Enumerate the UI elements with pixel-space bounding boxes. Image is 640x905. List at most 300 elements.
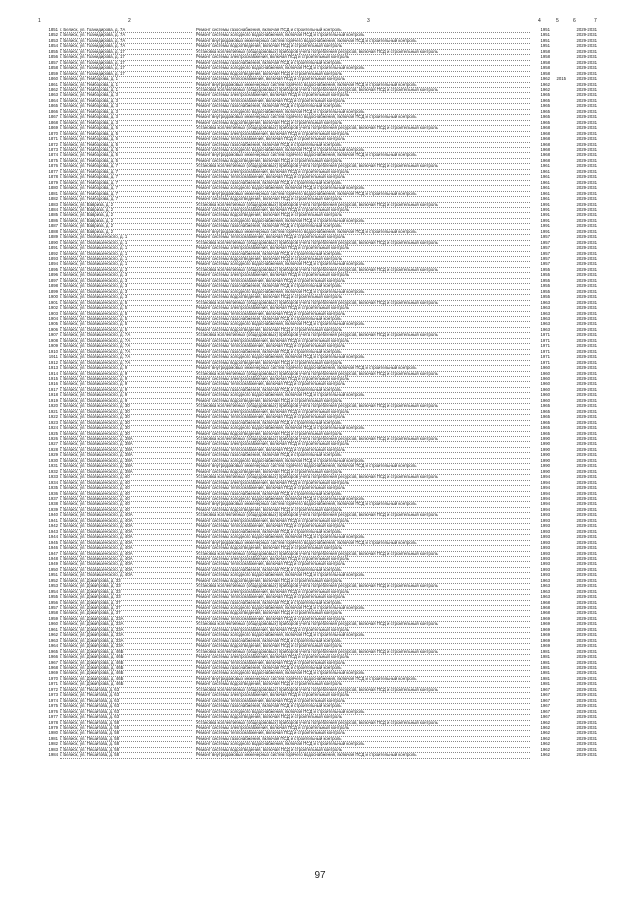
row-work-type: Ремонт системы теплоснабжения, включая ПСД и строительный контроль xyxy=(196,414,530,420)
row-work-type: Ремонт системы теплоснабжения, включая ПСД и строительный контроль xyxy=(196,447,530,453)
row-planned-period: 2029-2031 xyxy=(576,425,597,431)
row-build-year: 1957 xyxy=(540,245,550,251)
row-planned-period: 2029-2031 xyxy=(576,81,597,87)
row-build-year: 1968 xyxy=(540,157,550,163)
row-build-year: 1991 xyxy=(540,206,550,212)
row-work-type: Ремонт системы электроснабжения, включая ПСД и строительный контроль xyxy=(196,409,530,415)
row-address: г. Белиск, ул. Оковишенского, д. 7А xyxy=(60,349,192,355)
row-number: 1945 xyxy=(48,539,58,545)
column-number-3: 3 xyxy=(367,18,370,24)
row-work-type: Установка коллективных (общедомовых) приборов учета потребления ресурсов, включая ПСД и строительный контроль xyxy=(196,125,530,131)
row-number: 1853 xyxy=(48,37,58,43)
row-number: 1960 xyxy=(48,621,58,627)
row-work-type: Ремонт системы водоотведения, включая ПСД и строительный контроль xyxy=(196,158,530,164)
row-number: 1982 xyxy=(48,741,58,747)
row-address: г. Белиск, ул. Гемборова, д. 5 xyxy=(60,158,192,164)
row-work-type: Ремонт системы холодного водоснабжения, включая ПСД и строительный контроль xyxy=(196,534,530,540)
row-address: г. Белиск, ул. Гемборова, д. 7 xyxy=(60,180,192,186)
row-number: 1886 xyxy=(48,217,58,223)
row-work-type: Ремонт системы водоотведения, включая ПСД и строительный контроль xyxy=(196,71,530,77)
row-address: г. Белиск, ул. Оковишенского, д. 1 xyxy=(60,251,192,257)
row-planned-period: 2029-2031 xyxy=(576,277,597,283)
row-build-year: 1961 xyxy=(540,163,550,169)
row-address: г. Белиск, ул. Вавриза, д. 2 xyxy=(60,229,192,235)
row-number: 1860 xyxy=(48,76,58,82)
row-build-year: 1993 xyxy=(540,545,550,551)
row-planned-period: 2029-2031 xyxy=(576,103,597,109)
row-number: 1909 xyxy=(48,343,58,349)
row-work-type: Ремонт системы газоснабжения, включая ПСД и строительный контроль xyxy=(196,27,530,33)
row-address: г. Белиск, ул. Оковишенского, д. 7А xyxy=(60,338,192,344)
row-number: 1962 xyxy=(48,632,58,638)
row-address: г. Белиск, ул. Дзмитрова, д. 46Б xyxy=(60,649,192,655)
row-number: 1921 xyxy=(48,408,58,414)
row-work-type: Ремонт системы газоснабжения, включая ПСД и строительный контроль xyxy=(196,736,530,742)
row-address: г. Белиск, ул. Дзмитрова, д. 33 xyxy=(60,589,192,595)
row-build-year: 1967 xyxy=(540,703,550,709)
row-number: 1976 xyxy=(48,708,58,714)
row-build-year: 1962 xyxy=(540,86,550,92)
row-work-type: Ремонт системы электроснабжения, включая ПСД и строительный контроль xyxy=(196,725,530,731)
row-address: г. Белиск, ул. Пешитова, д. 63 xyxy=(60,687,192,693)
row-planned-period: 2029-2031 xyxy=(576,288,597,294)
row-work-type: Ремонт системы холодного водоснабжения, включая ПСД и строительный контроль xyxy=(196,261,530,267)
row-address: г. Белиск, ул. Гоанидирова, д. 17 xyxy=(60,71,192,77)
row-build-year: 1962 xyxy=(540,76,550,82)
row-number: 1939 xyxy=(48,506,58,512)
row-number: 1868 xyxy=(48,119,58,125)
row-build-year: 1969 xyxy=(540,615,550,621)
row-number: 1900 xyxy=(48,294,58,300)
row-build-year: 1958 xyxy=(540,59,550,65)
row-build-year: 1969 xyxy=(540,626,550,632)
row-number: 1957 xyxy=(48,605,58,611)
row-work-type: Установка коллективных (общедомовых) приборов учета потребления ресурсов, включая ПСД и строительный контроль xyxy=(196,720,530,726)
row-work-type: Ремонт системы холодного водоснабжения, включая ПСД и строительный контроль xyxy=(196,32,530,38)
row-build-year: 1994 xyxy=(540,479,550,485)
row-planned-period: 2029-2031 xyxy=(576,114,597,120)
row-work-type: Ремонт системы газоснабжения, включая ПСД и строительный контроль xyxy=(196,103,530,109)
row-number: 1863 xyxy=(48,92,58,98)
row-build-year: 1963 xyxy=(540,326,550,332)
row-work-type: Ремонт внутридомовых инженерных систем горячего водоснабжения, включая ПСД и строительный контроль xyxy=(196,676,530,682)
row-work-type: Ремонт системы электроснабжения, включая ПСД и строительный контроль xyxy=(196,518,530,524)
row-address: г. Белиск, ул. Гемборова, д. 1 xyxy=(60,82,192,88)
row-number: 1878 xyxy=(48,174,58,180)
row-number: 1901 xyxy=(48,299,58,305)
row-address: г. Белиск, ул. Гемборова, д. 3 xyxy=(60,103,192,109)
row-address: г. Белиск, ул. Пешитова, д. 63 xyxy=(60,709,192,715)
row-build-year: 1955 xyxy=(540,288,550,294)
row-number: 1876 xyxy=(48,163,58,169)
row-planned-period: 2029-2031 xyxy=(576,179,597,185)
row-planned-period: 2029-2031 xyxy=(576,32,597,38)
row-work-type: Ремонт системы электроснабжения, включая ПСД и строительный контроль xyxy=(196,627,530,633)
row-address: г. Белиск, ул. Гемборова, д. 7 xyxy=(60,169,192,175)
column-number-6: 6 xyxy=(573,18,576,24)
row-build-year: 1969 xyxy=(540,621,550,627)
row-build-year: 1951 xyxy=(540,43,550,49)
row-address: г. Белиск, ул. Оковишенского, д. 38А xyxy=(60,436,192,442)
row-number: 1907 xyxy=(48,332,58,338)
row-planned-period: 2029-2031 xyxy=(576,97,597,103)
row-address: г. Белиск, ул. Оковишенского, д. 3 xyxy=(60,289,192,295)
row-work-type: Ремонт системы газоснабжения, включая ПСД и строительный контроль xyxy=(196,60,530,66)
row-address: г. Белиск, ул. Пешитова, д. 63 xyxy=(60,703,192,709)
row-planned-period: 2029-2031 xyxy=(576,294,597,300)
row-number: 1916 xyxy=(48,381,58,387)
row-address: г. Белиск, ул. Пешитова, д. 58 xyxy=(60,736,192,742)
row-address: г. Белиск, ул. Гемборова, д. 5 xyxy=(60,125,192,131)
row-build-year: 1965 xyxy=(540,403,550,409)
row-number: 1866 xyxy=(48,108,58,114)
row-planned-period: 2029-2031 xyxy=(576,305,597,311)
row-address: г. Белиск, ул. Оковишенского, д. 9 xyxy=(60,398,192,404)
row-work-type: Ремонт системы электроснабжения, включая ПСД и строительный контроль xyxy=(196,207,530,213)
row-address: г. Белиск, ул. Оковишенского, д. 38А xyxy=(60,458,192,464)
row-work-type: Ремонт системы холодного водоснабжения, включая ПСД и строительный контроль xyxy=(196,605,530,611)
row-build-year: 1955 xyxy=(540,266,550,272)
row-work-type: Установка коллективных (общедомовых) приборов учета потребления ресурсов, включая ПСД и строительный контроль xyxy=(196,87,530,93)
row-planned-period: 2029-2031 xyxy=(576,675,597,681)
row-planned-period: 2029-2031 xyxy=(576,408,597,414)
row-work-type: Ремонт системы холодного водоснабжения, включая ПСД и строительный контроль xyxy=(196,632,530,638)
row-work-type: Ремонт системы водоотведения, включая ПСД и строительный контроль xyxy=(196,360,530,366)
row-planned-period: 2029-2031 xyxy=(576,343,597,349)
row-address: г. Белиск, ул. Оковишенского, д. 1 xyxy=(60,245,192,251)
row-number: 1944 xyxy=(48,534,58,540)
row-work-type: Установка коллективных (общедомовых) приборов учета потребления ресурсов, включая ПСД и строительный контроль xyxy=(196,267,530,273)
row-address: г. Белиск, ул. Пешитова, д. 63 xyxy=(60,698,192,704)
row-build-year: 1965 xyxy=(540,425,550,431)
row-address: г. Белиск, ул. Оковишенского, д. 38А xyxy=(60,469,192,475)
row-number: 1891 xyxy=(48,245,58,251)
row-planned-period: 2029-2031 xyxy=(576,572,597,578)
row-planned-period: 2029-2031 xyxy=(576,392,597,398)
column-number-1: 1 xyxy=(38,18,41,24)
row-work-type: Ремонт системы электроснабжения, включая ПСД и строительный контроль xyxy=(196,556,530,562)
row-build-year: 1993 xyxy=(540,550,550,556)
row-work-type: Ремонт системы холодного водоснабжения, включая ПСД и строительный контроль xyxy=(196,392,530,398)
row-address: г. Белиск, ул. Оковишенского, д. 9 xyxy=(60,371,192,377)
row-work-type: Установка коллективных (общедомовых) приборов учета потребления ресурсов, включая ПСД и строительный контроль xyxy=(196,240,530,246)
row-build-year: 1965 xyxy=(540,430,550,436)
row-build-year: 1981 xyxy=(540,665,550,671)
row-planned-period: 2029-2031 xyxy=(576,310,597,316)
row-build-year: 1981 xyxy=(540,670,550,676)
row-build-year: 1971 xyxy=(540,359,550,365)
row-address: г. Белиск, ул. Оковишенского, д. 3 xyxy=(60,272,192,278)
row-planned-period: 2029-2031 xyxy=(576,125,597,131)
row-work-type: Ремонт системы теплоснабжения, включая ПСД и строительный контроль xyxy=(196,234,530,240)
row-number: 1890 xyxy=(48,239,58,245)
row-work-type: Ремонт системы газоснабжения, включая ПСД и строительный контроль xyxy=(196,223,530,229)
row-work-type: Ремонт системы водоотведения, включая ПСД и строительный контроль xyxy=(196,545,530,551)
row-build-year: 1962 xyxy=(540,741,550,747)
row-work-type: Установка коллективных (общедомовых) приборов учета потребления ресурсов, включая ПСД и строительный контроль xyxy=(196,49,530,55)
row-planned-period: 2029-2031 xyxy=(576,441,597,447)
row-number: 1885 xyxy=(48,212,58,218)
row-number: 1858 xyxy=(48,65,58,71)
row-number: 1967 xyxy=(48,659,58,665)
row-work-type: Ремонт системы теплоснабжения, включая ПСД и строительный контроль xyxy=(196,561,530,567)
row-planned-period: 2029-2031 xyxy=(576,65,597,71)
row-address: г. Белиск, ул. Гоанидирова, д. 17 xyxy=(60,49,192,55)
row-build-year: 1960 xyxy=(540,397,550,403)
row-planned-period: 2029-2031 xyxy=(576,648,597,654)
row-work-type: Ремонт системы электроснабжения, включая ПСД и строительный контроль xyxy=(196,305,530,311)
row-address: г. Белиск, ул. Оковишенского, д. 40А xyxy=(60,545,192,551)
row-number: 1961 xyxy=(48,626,58,632)
row-work-type: Ремонт системы электроснабжения, включая ПСД и строительный контроль xyxy=(196,480,530,486)
row-build-year: 1968 xyxy=(540,130,550,136)
row-work-type: Ремонт внутридомовых инженерных систем горячего водоснабжения, включая ПСД и строительный контроль xyxy=(196,540,530,546)
row-build-year: 1968 xyxy=(540,141,550,147)
row-build-year: 1962 xyxy=(540,719,550,725)
row-number: 1955 xyxy=(48,594,58,600)
row-address: г. Белиск, ул. Гемборова, д. 7 xyxy=(60,174,192,180)
row-planned-period: 2029-2031 xyxy=(576,174,597,180)
row-build-year: 1958 xyxy=(540,65,550,71)
column-number-2: 2 xyxy=(128,18,131,24)
row-work-type: Ремонт системы теплоснабжения, включая ПСД и строительный контроль xyxy=(196,381,530,387)
row-work-type: Ремонт системы холодного водоснабжения, включая ПСД и строительный контроль xyxy=(196,670,530,676)
row-build-year: 1958 xyxy=(540,48,550,54)
row-planned-period: 2029-2031 xyxy=(576,381,597,387)
row-work-type: Ремонт системы водоотведения, включая ПСД и строительный контроль xyxy=(196,120,530,126)
row-work-type: Установка коллективных (общедомовых) приборов учета потребления ресурсов, включая ПСД и строительный контроль xyxy=(196,474,530,480)
row-number: 1879 xyxy=(48,179,58,185)
row-planned-period: 2029-2031 xyxy=(576,283,597,289)
row-address: г. Белиск, ул. Дзмитрова, д. 33 xyxy=(60,583,192,589)
row-number: 1946 xyxy=(48,545,58,551)
row-address: г. Белиск, ул. Пешитова, д. 58 xyxy=(60,741,192,747)
row-planned-period: 2029-2031 xyxy=(576,517,597,523)
row-build-year: 1969 xyxy=(540,632,550,638)
row-planned-period: 2029-2031 xyxy=(576,365,597,371)
row-number: 1958 xyxy=(48,610,58,616)
row-number: 1929 xyxy=(48,452,58,458)
row-build-year: 1994 xyxy=(540,501,550,507)
row-address: г. Белиск, ул. Пешитова, д. 63 xyxy=(60,692,192,698)
row-planned-period: 2029-2031 xyxy=(576,566,597,572)
row-number: 1981 xyxy=(48,735,58,741)
row-build-year: 1957 xyxy=(540,239,550,245)
row-address: г. Белиск, ул. Оковишенского, д. 7А xyxy=(60,343,192,349)
row-address: г. Белиск, ул. Оковишенского, д. 7А xyxy=(60,360,192,366)
row-build-year: 1994 xyxy=(540,485,550,491)
repair-program-table xyxy=(0,27,640,758)
row-work-type: Ремонт системы электроснабжения, включая ПСД и строительный контроль xyxy=(196,589,530,595)
row-planned-period: 2029-2031 xyxy=(576,190,597,196)
row-planned-period: 2029-2031 xyxy=(576,506,597,512)
row-work-type: Ремонт внутридомовых инженерных систем горячего водоснабжения, включая ПСД и строительный контроль xyxy=(196,82,530,88)
row-build-year: 1961 xyxy=(540,190,550,196)
row-number: 1950 xyxy=(48,566,58,572)
row-address: г. Белиск, ул. Гемборова, д. 7 xyxy=(60,163,192,169)
row-work-type: Ремонт системы газоснабжения, включая ПСД и строительный контроль xyxy=(196,180,530,186)
row-address: г. Белиск, ул. Дзмитрова, д. 33 xyxy=(60,578,192,584)
row-number: 1936 xyxy=(48,490,58,496)
row-build-year: 1958 xyxy=(540,54,550,60)
row-build-year: 1963 xyxy=(540,594,550,600)
row-build-year: 1971 xyxy=(540,343,550,349)
row-planned-period: 2029-2031 xyxy=(576,512,597,518)
row-number: 1888 xyxy=(48,228,58,234)
row-address: г. Белиск, ул. Оковишенского, д. 40 xyxy=(60,496,192,502)
row-planned-period: 2029-2031 xyxy=(576,414,597,420)
row-planned-period: 2029-2031 xyxy=(576,212,597,218)
row-address: г. Белиск, ул. Оковишенского, д. 7А xyxy=(60,354,192,360)
row-number: 1924 xyxy=(48,425,58,431)
row-planned-period: 2029-2031 xyxy=(576,452,597,458)
row-number: 1941 xyxy=(48,517,58,523)
row-planned-period: 2029-2031 xyxy=(576,272,597,278)
row-address: г. Белиск, ул. Дзмитрова, д. 33 xyxy=(60,594,192,600)
row-planned-period: 2029-2031 xyxy=(576,746,597,752)
row-work-type: Ремонт системы холодного водоснабжения, включая ПСД и строительный контроль xyxy=(196,147,530,153)
row-number: 1968 xyxy=(48,665,58,671)
row-planned-period: 2029-2031 xyxy=(576,714,597,720)
row-build-year: 1962 xyxy=(540,730,550,736)
row-work-type: Ремонт системы холодного водоснабжения, включая ПСД и строительный контроль xyxy=(196,218,530,224)
row-number: 1893 xyxy=(48,256,58,262)
row-address: г. Белиск, ул. Оковишенского, д. 40А xyxy=(60,556,192,562)
row-work-type: Ремонт системы газоснабжения, включая ПСД и строительный контроль xyxy=(196,529,530,535)
row-planned-period: 2029-2031 xyxy=(576,719,597,725)
row-planned-period: 2029-2031 xyxy=(576,665,597,671)
row-build-year: 1990 xyxy=(540,435,550,441)
row-work-type: Ремонт системы водоотведения, включая ПСД и строительный контроль xyxy=(196,643,530,649)
row-planned-period: 2029-2031 xyxy=(576,550,597,556)
row-address: г. Белиск, ул. Оковишенского, д. 9 xyxy=(60,387,192,393)
row-number: 1952 xyxy=(48,577,58,583)
row-planned-period: 2029-2031 xyxy=(576,386,597,392)
row-build-year: 1962 xyxy=(540,746,550,752)
row-address: г. Белиск, ул. Гемборова, д. 5 xyxy=(60,147,192,153)
row-number: 1883 xyxy=(48,201,58,207)
row-build-year: 1960 xyxy=(540,370,550,376)
row-build-year: 1993 xyxy=(540,534,550,540)
row-address: г. Белиск, ул. Вавриза, д. 2 xyxy=(60,223,192,229)
row-number: 1874 xyxy=(48,152,58,158)
row-address: г. Белиск, ул. Оковишенского, д. 3 xyxy=(60,267,192,273)
row-last-repair-year: 2015 xyxy=(556,76,566,82)
row-build-year: 1958 xyxy=(540,70,550,76)
row-number: 1877 xyxy=(48,168,58,174)
row-planned-period: 2029-2031 xyxy=(576,430,597,436)
row-work-type: Ремонт системы холодного водоснабжения, включая ПСД и строительный контроль xyxy=(196,354,530,360)
row-planned-period: 2029-2031 xyxy=(576,539,597,545)
row-build-year: 1991 xyxy=(540,228,550,234)
row-address: г. Белиск, ул. Оковишенского, д. 40 xyxy=(60,491,192,497)
row-address: г. Белиск, ул. Гемборова, д. 7 xyxy=(60,196,192,202)
row-number: 1852 xyxy=(48,32,58,38)
row-number: 1949 xyxy=(48,561,58,567)
row-work-type: Ремонт системы водоотведения, включая ПСД и строительный контроль xyxy=(196,714,530,720)
row-build-year: 1967 xyxy=(540,714,550,720)
row-planned-period: 2029-2031 xyxy=(576,555,597,561)
row-build-year: 1993 xyxy=(540,512,550,518)
row-number: 1942 xyxy=(48,523,58,529)
row-planned-period: 2029-2031 xyxy=(576,326,597,332)
row-build-year: 1968 xyxy=(540,599,550,605)
row-work-type: Ремонт системы теплоснабжения, включая ПСД и строительный контроль xyxy=(196,485,530,491)
row-build-year: 1957 xyxy=(540,256,550,262)
row-address: г. Белиск, ул. Пешитова, д. 58 xyxy=(60,730,192,736)
row-planned-period: 2029-2031 xyxy=(576,599,597,605)
row-planned-period: 2029-2031 xyxy=(576,534,597,540)
row-work-type: Ремонт системы газоснабжения, включая ПСД и строительный контроль xyxy=(196,349,530,355)
row-number: 1973 xyxy=(48,692,58,698)
row-planned-period: 2029-2031 xyxy=(576,37,597,43)
row-build-year: 1968 xyxy=(540,136,550,142)
row-number: 1857 xyxy=(48,59,58,65)
row-work-type: Установка коллективных (общедомовых) приборов учета потребления ресурсов, включая ПСД и строительный контроль xyxy=(196,403,530,409)
row-number: 1959 xyxy=(48,615,58,621)
row-work-type: Ремонт системы газоснабжения, включая ПСД и строительный контроль xyxy=(196,251,530,257)
row-number: 1919 xyxy=(48,397,58,403)
row-work-type: Ремонт системы холодного водоснабжения, включая ПСД и строительный контроль xyxy=(196,289,530,295)
row-work-type: Ремонт системы электроснабжения, включая ПСД и строительный контроль xyxy=(196,376,530,382)
row-address: г. Белиск, ул. Гемборова, д. 7 xyxy=(60,185,192,191)
row-build-year: 1990 xyxy=(540,468,550,474)
row-planned-period: 2029-2031 xyxy=(576,141,597,147)
row-number: 1855 xyxy=(48,48,58,54)
row-work-type: Ремонт системы теплоснабжения, включая ПСД и строительный контроль xyxy=(196,660,530,666)
row-work-type: Установка коллективных (общедомовых) приборов учета потребления ресурсов, включая ПСД и строительный контроль xyxy=(196,163,530,169)
row-planned-period: 2029-2031 xyxy=(576,168,597,174)
row-work-type: Ремонт системы водоотведения, включая ПСД и строительный контроль xyxy=(196,294,530,300)
row-build-year: 1990 xyxy=(540,441,550,447)
row-build-year: 1960 xyxy=(540,376,550,381)
row-address: г. Белиск, ул. Гоанидирова, д. 7А xyxy=(60,38,192,44)
row-planned-period: 2029-2031 xyxy=(576,130,597,136)
row-build-year: 1960 xyxy=(540,365,550,371)
row-address: г. Белиск, ул. Оковишенского, д. 7А xyxy=(60,332,192,338)
row-build-year: 1971 xyxy=(540,332,550,338)
row-address: г. Белиск, ул. Оковишенского, д. 38А xyxy=(60,463,192,469)
column-number-header xyxy=(0,17,640,25)
row-number: 1869 xyxy=(48,125,58,131)
row-build-year: 1957 xyxy=(540,250,550,256)
row-work-type: Ремонт системы холодного водоснабжения, включая ПСД и строительный контроль xyxy=(196,572,530,578)
row-number: 1965 xyxy=(48,648,58,654)
row-work-type: Ремонт системы теплоснабжения, включая ПСД и строительный контроль xyxy=(196,523,530,529)
row-build-year: 1962 xyxy=(540,81,550,87)
row-planned-period: 2029-2031 xyxy=(576,501,597,507)
row-address: г. Белиск, ул. Гемборова, д. 3 xyxy=(60,120,192,126)
row-build-year: 1951 xyxy=(540,27,550,32)
row-planned-period: 2029-2031 xyxy=(576,359,597,365)
row-planned-period: 2029-2031 xyxy=(576,119,597,125)
row-work-type: Ремонт системы водоотведения, включая ПСД и строительный контроль xyxy=(196,469,530,475)
row-planned-period: 2029-2031 xyxy=(576,681,597,687)
row-planned-period: 2029-2031 xyxy=(576,725,597,730)
row-number: 1975 xyxy=(48,703,58,709)
row-work-type: Ремонт системы холодного водоснабжения, включая ПСД и строительный контроль xyxy=(196,185,530,191)
row-build-year: 1993 xyxy=(540,555,550,561)
row-build-year: 1968 xyxy=(540,125,550,131)
row-address: г. Белиск, ул. Гемборова, д. 7 xyxy=(60,191,192,197)
row-address: г. Белиск, ул. Оковишенского, д. 5 xyxy=(60,311,192,317)
row-number: 1920 xyxy=(48,403,58,409)
row-address: г. Белиск, ул. Вавриза, д. 2 xyxy=(60,207,192,213)
row-planned-period: 2029-2031 xyxy=(576,228,597,234)
row-build-year: 1991 xyxy=(540,212,550,218)
row-planned-period: 2029-2031 xyxy=(576,588,597,594)
row-address: г. Белиск, ул. Гемборова, д. 3 xyxy=(60,109,192,115)
